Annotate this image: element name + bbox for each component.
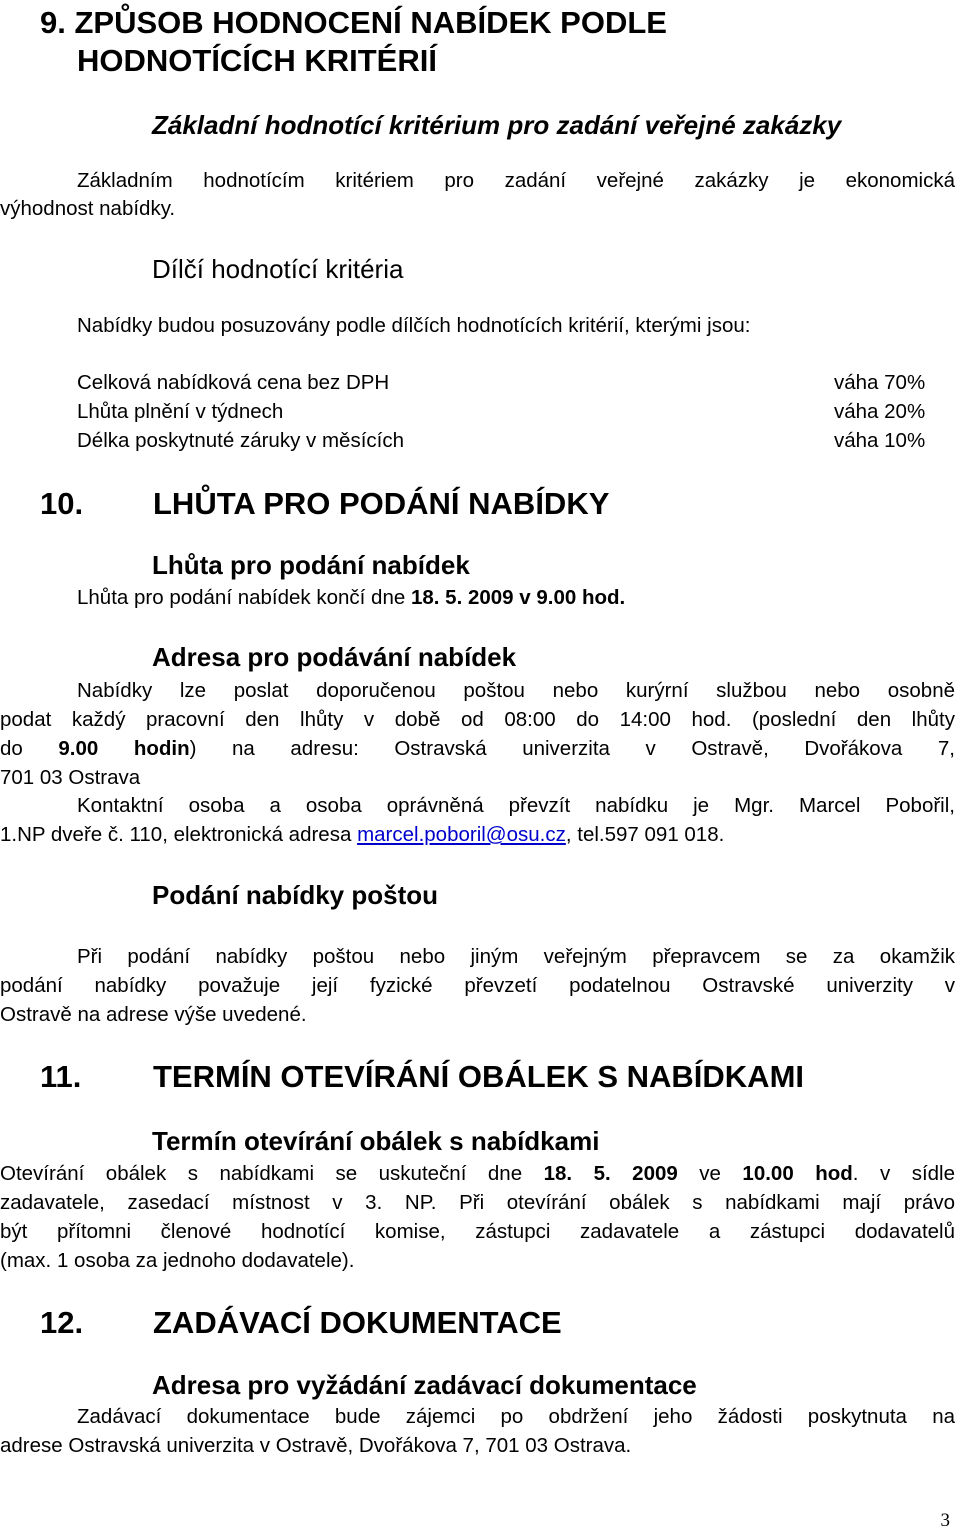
subheading-partial-criteria: Dílčí hodnotící kritéria: [152, 254, 404, 284]
section-heading: LHŮTA PRO PODÁNÍ NABÍDKY: [153, 486, 610, 521]
paragraph-line: výhodnost nabídky.: [0, 197, 176, 220]
criteria-weight: váha 70%: [834, 371, 926, 394]
section-heading: ZADÁVACÍ DOKUMENTACE: [153, 1305, 562, 1340]
paragraph-line: podat každý pracovní den lhůty v době od 08:00 do 14:00 hod. (poslední den lhůty: [0, 708, 955, 731]
paragraph-line: Nabídky lze poslat doporučenou poštou nebo kurýrní službou nebo osobně: [77, 679, 955, 702]
subheading-submission-address: Adresa pro podávání nabídek: [152, 642, 517, 672]
subheading-postal-submission: Podání nabídky poštou: [152, 880, 439, 910]
criteria-label: Celková nabídková cena bez DPH: [77, 371, 390, 394]
deadline-line: Lhůta pro podání nabídek končí dne 18. 5. 2009 v 9.00 hod.: [77, 586, 626, 609]
paragraph-line: Základním hodnotícím kritériem pro zadání veřejné zakázky je ekonomická: [77, 169, 955, 192]
page-number: 3: [940, 1510, 950, 1531]
subheading-main-criterion: Základní hodnotící kritérium pro zadání veřejné zakázky: [152, 110, 842, 140]
section-9-title: 9. ZPŮSOB HODNOCENÍ NABÍDEK PODLE: [40, 5, 667, 40]
paragraph-line: zadavatele, zasedací místnost v 3. NP. Při otevírání obálek s nabídkami mají právo: [0, 1191, 955, 1214]
section-number: 10.: [40, 486, 84, 521]
paragraph-line: Kontaktní osoba a osoba oprávněná převzít nabídku je Mgr. Marcel Pobořil,: [77, 794, 955, 817]
subheading-deadline: Lhůta pro podání nabídek: [152, 550, 470, 580]
section-9-title-line2: HODNOTÍCÍCH KRITÉRIÍ: [77, 43, 437, 78]
paragraph-line: Ostravě na adrese výše uvedené.: [0, 1003, 307, 1026]
paragraph-line: Otevírání obálek s nabídkami se uskuteční dne 18. 5. 2009 ve 10.00 hod. v sídle: [0, 1162, 956, 1185]
subheading-opening-date: Termín otevírání obálek s nabídkami: [152, 1126, 600, 1156]
paragraph-line: adrese Ostravská univerzita v Ostravě, Dvořákova 7, 701 03 Ostrava.: [0, 1434, 632, 1457]
paragraph-line: Při podání nabídky poštou nebo jiným veřejným přepravcem se za okamžik: [77, 945, 955, 968]
paragraph-line: Zadávací dokumentace bude zájemci po obdržení jeho žádosti poskytnuta na: [77, 1405, 955, 1428]
email-link[interactable]: marcel.poboril@osu.cz: [357, 823, 566, 846]
paragraph-line: Nabídky budou posuzovány podle dílčích hodnotících kritérií, kterými jsou:: [77, 314, 751, 337]
criteria-weight: váha 10%: [834, 429, 926, 452]
subheading-documentation-address: Adresa pro vyžádání zadávací dokumentace: [152, 1370, 697, 1400]
paragraph-line: do 9.00 hodin) na adresu: Ostravská univerzita v Ostravě, Dvořákova 7,: [0, 737, 956, 760]
section-number: 11.: [40, 1059, 82, 1094]
criteria-weight: váha 20%: [834, 400, 926, 423]
paragraph-line: být přítomni členové hodnotící komise, zástupci zadavatele a zástupci dodavatelů: [0, 1220, 955, 1243]
criteria-label: Lhůta plnění v týdnech: [77, 400, 284, 423]
paragraph-line: 701 03 Ostrava: [0, 766, 141, 789]
paragraph-line: 1.NP dveře č. 110, elektronická adresa marcel.poboril@osu.cz, tel.597 091 018.: [0, 823, 725, 846]
paragraph-line: (max. 1 osoba za jednoho dodavatele).: [0, 1249, 355, 1272]
paragraph-line: podání nabídky považuje její fyzické převzetí podatelnou Ostravské univerzity v: [0, 974, 955, 997]
section-heading: TERMÍN OTEVÍRÁNÍ OBÁLEK S NABÍDKAMI: [153, 1059, 804, 1094]
section-number: 12.: [40, 1305, 84, 1340]
criteria-label: Délka poskytnuté záruky v měsících: [77, 429, 404, 452]
